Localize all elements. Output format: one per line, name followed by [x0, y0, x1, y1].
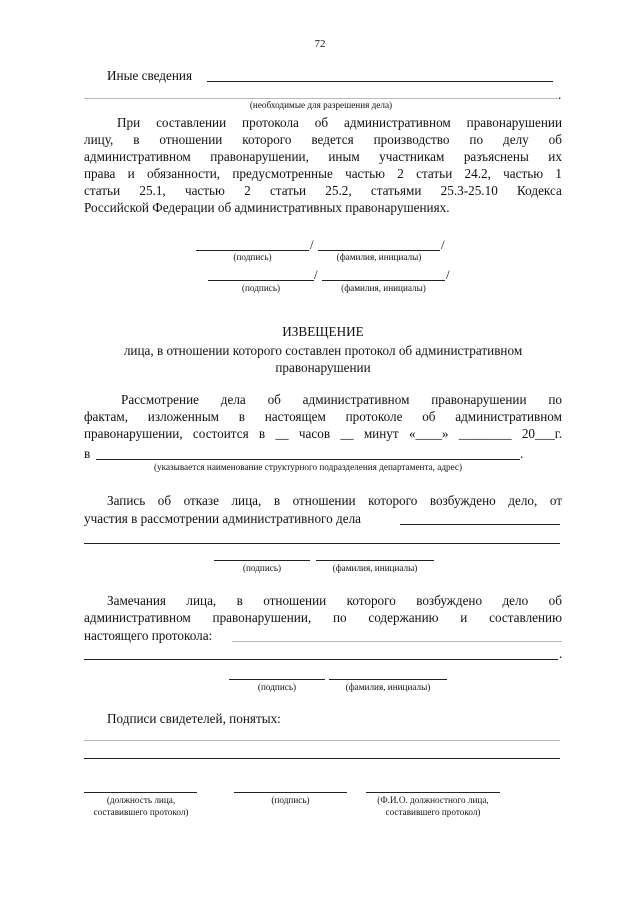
remarks-name-line[interactable] — [329, 679, 447, 680]
word: правонарушении, — [212, 610, 312, 625]
word: протоколе — [345, 409, 403, 424]
word: Запись — [107, 493, 146, 508]
word: Рассмотрение — [121, 392, 199, 407]
word: от — [549, 493, 562, 508]
word: состоится — [192, 426, 249, 441]
signature-line-2[interactable] — [208, 280, 314, 281]
refusal-full-line[interactable] — [84, 543, 560, 544]
word: составлению — [489, 610, 562, 625]
other-info-caption: (необходимые для разрешения дела) — [249, 100, 393, 110]
refusal-paragraph — [84, 492, 562, 509]
word: участникам — [379, 149, 445, 164]
word: статьями — [370, 183, 422, 198]
refusal-line-2: участия в рассмотрении административного дела — [84, 511, 362, 526]
signature-line-1[interactable] — [196, 250, 309, 251]
word: отношении — [159, 132, 223, 147]
word: ведется — [311, 132, 354, 147]
word: Кодекса — [517, 183, 562, 198]
word: протокола — [242, 115, 299, 130]
word: по — [469, 132, 484, 147]
page-number: 72 — [314, 38, 326, 50]
word: в — [273, 493, 281, 508]
word: которого — [368, 493, 418, 508]
refusal-name-line[interactable] — [316, 560, 434, 561]
witnesses-line-2[interactable] — [84, 758, 560, 759]
word: делу — [503, 132, 529, 147]
signature-caption-2: (подпись) — [241, 283, 281, 293]
word: статьи — [269, 183, 307, 198]
other-info-period: . — [558, 87, 562, 102]
other-info-line-2[interactable] — [84, 98, 558, 99]
notice-caption: (указывается наименование структурного подразделения департамента, адрес) — [153, 462, 463, 472]
word: 24.2, — [464, 166, 491, 181]
word: обязанности, — [146, 166, 221, 181]
word: __ — [275, 426, 289, 441]
word: дело, — [508, 493, 538, 508]
notice-lines-container — [84, 391, 562, 442]
word: в — [238, 409, 245, 424]
word: административном — [84, 149, 191, 164]
word: об — [422, 409, 436, 424]
rights-line — [84, 182, 562, 199]
word: 2 — [397, 166, 404, 181]
word: лица, — [186, 593, 217, 608]
notice-line — [84, 408, 562, 425]
word: дела — [220, 392, 246, 407]
notice-place-line[interactable] — [96, 459, 520, 460]
word: частью — [184, 183, 225, 198]
remarks-line-2 — [84, 609, 562, 626]
remarks-full-line[interactable] — [84, 659, 558, 660]
word: дело — [502, 593, 529, 608]
name-caption-2: (фамилия, инициалы) — [341, 283, 426, 293]
official-signature-caption: (подпись) — [271, 795, 310, 805]
word: изложенным — [147, 409, 220, 424]
word: правонарушении — [431, 392, 527, 407]
word: административном — [84, 610, 191, 625]
official-fio-line[interactable] — [366, 792, 500, 793]
slash-2: / — [441, 237, 445, 252]
word: права — [84, 166, 116, 181]
word: отношении — [292, 493, 356, 508]
word: об — [267, 392, 281, 407]
notice-subtitle-line-1: лица, в отношении которого составлен протокол об административном — [123, 343, 523, 358]
word: которого — [346, 593, 396, 608]
signature-caption-1: (подпись) — [233, 252, 272, 262]
name-line-1[interactable] — [318, 250, 440, 251]
rights-last-line: Российской Федерации об административных правонарушениях. — [84, 200, 450, 215]
word: и — [127, 166, 135, 181]
other-info-label: Иные сведения — [107, 68, 193, 83]
notice-line — [84, 425, 562, 442]
word: в — [258, 426, 266, 441]
word: правонарушении, — [84, 426, 183, 441]
slash-4: / — [446, 267, 450, 282]
name-caption-1: (фамилия, инициалы) — [336, 252, 422, 262]
word: «____» — [408, 426, 449, 441]
word: и — [460, 610, 468, 625]
slash-1: / — [310, 237, 314, 252]
word: производство — [373, 132, 450, 147]
word: административном — [455, 409, 562, 424]
word: 25.2, — [325, 183, 352, 198]
official-signature-line[interactable] — [234, 792, 347, 793]
word: __ — [340, 426, 354, 441]
refusal-line-1 — [84, 492, 562, 509]
word: 1 — [555, 166, 562, 181]
word: ________ — [458, 426, 512, 441]
notice-title: ИЗВЕЩЕНИЕ — [282, 324, 364, 339]
word: которого — [242, 132, 292, 147]
rights-line — [84, 114, 562, 131]
word: статьи — [416, 166, 453, 181]
refusal-signature-caption: (подпись) — [242, 563, 282, 573]
rights-line — [84, 165, 562, 182]
word: При — [117, 115, 141, 130]
word: по — [548, 392, 562, 407]
word: об — [314, 115, 329, 130]
other-info-line[interactable] — [207, 81, 553, 82]
notice-paragraph — [84, 391, 562, 442]
slash-3: / — [314, 267, 318, 282]
refusal-inline-line[interactable] — [400, 524, 560, 525]
word: правонарушении, — [210, 149, 309, 164]
word: возбуждено — [429, 493, 496, 508]
word: об — [548, 132, 562, 147]
remarks-signature-line[interactable] — [229, 679, 325, 680]
word: отношении — [263, 593, 327, 608]
word: содержанию — [368, 610, 439, 625]
notice-subtitle-line-2: правонарушении — [275, 360, 371, 375]
word: минут — [363, 426, 399, 441]
remarks-period: . — [559, 646, 563, 661]
official-fio-caption-1: (Ф.И.О. должностного лица, — [377, 795, 489, 805]
remarks-signature-caption: (подпись) — [257, 682, 297, 692]
remarks-paragraph — [84, 592, 562, 626]
official-position-caption-1: (должность лица, — [106, 795, 176, 805]
rights-paragraph — [84, 114, 562, 216]
refusal-signature-line[interactable] — [214, 560, 310, 561]
rights-line — [84, 131, 562, 148]
notice-line — [84, 391, 562, 408]
word: правонарушении — [466, 115, 562, 130]
official-fio-caption-2: составившего протокол) — [385, 807, 481, 817]
word: составлении — [156, 115, 227, 130]
remarks-line-3: настоящего протокола: — [84, 628, 213, 643]
word: лицу, — [84, 132, 114, 147]
official-position-line[interactable] — [84, 792, 197, 793]
word: 25.1, — [139, 183, 166, 198]
word: фактам, — [84, 409, 129, 424]
word: 25.3-25.10 — [440, 183, 498, 198]
word: 20___г. — [521, 426, 562, 441]
name-line-2[interactable] — [322, 280, 445, 281]
official-position-caption-2: составившего протокол) — [93, 807, 189, 817]
word: административном — [344, 115, 451, 130]
refusal-name-caption: (фамилия, инициалы) — [332, 563, 418, 573]
word: возбуждено — [416, 593, 483, 608]
word: настоящем — [264, 409, 326, 424]
word: в — [236, 593, 243, 608]
word: частью — [503, 166, 544, 181]
word: административном — [302, 392, 410, 407]
remarks-line-1 — [84, 592, 562, 609]
word: часов — [298, 426, 331, 441]
witnesses-label: Подписи свидетелей, понятых: — [107, 711, 281, 726]
word: об — [157, 493, 172, 508]
word: статьи — [84, 183, 121, 198]
word: отказе — [183, 493, 219, 508]
word: лица, — [231, 493, 262, 508]
word: частью — [345, 166, 386, 181]
word: предусмотренные — [232, 166, 333, 181]
remarks-inline-line[interactable] — [232, 641, 562, 642]
word: об — [548, 593, 562, 608]
word: по — [332, 610, 347, 625]
rights-line — [84, 148, 562, 165]
word: их — [548, 149, 562, 164]
word: в — [133, 132, 140, 147]
word: иным — [328, 149, 360, 164]
word: разъяснены — [463, 149, 529, 164]
notice-in-prefix: в — [84, 446, 91, 461]
witnesses-line-1[interactable] — [84, 740, 560, 741]
notice-period: . — [520, 446, 524, 461]
word: 2 — [244, 183, 251, 198]
word: Замечания — [107, 593, 166, 608]
remarks-name-caption: (фамилия, инициалы) — [345, 682, 431, 692]
